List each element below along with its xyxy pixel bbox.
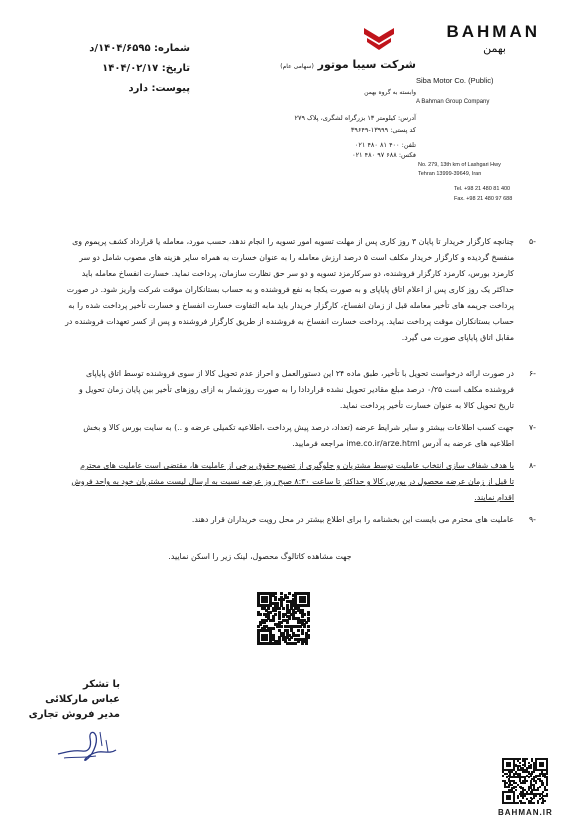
qr-module	[301, 642, 304, 645]
qr-module	[297, 634, 300, 637]
qr-module	[280, 592, 283, 595]
signatory-title: مدیر فروش تجاری	[28, 709, 120, 720]
qr-module	[524, 802, 526, 804]
company-name-fa: شرکت سیبا موتور (سهامی عام)	[280, 58, 416, 71]
qr-module	[303, 625, 306, 628]
clause-line: تاریخ تحویل کالا به عنوان خسارت تأخیر پرداخت نماید.	[339, 401, 514, 410]
qr-module	[509, 765, 511, 767]
clause-line: مقابل اتاق پایاپای صورت می گیرد.	[401, 333, 514, 342]
qr-module	[294, 642, 297, 645]
qr-module	[519, 762, 521, 764]
qr-module	[307, 604, 310, 607]
qr-module	[288, 638, 291, 641]
company-name-en: Siba Motor Co. (Public)	[416, 76, 494, 85]
qr-module	[537, 789, 539, 791]
qr-module	[257, 625, 260, 628]
clause-line: عاملیت های محترم می بایست این بخشنامه را برای اطلاع بیشتر در محل رویت خریداران قرار دهند.	[191, 515, 514, 524]
clause-line: کارمزد بورس، کارمزد کارگزار فروشنده، دو سرکارمزد تسویه و دو سر حق نظارت سازمان، پرداخت نماید. خسارت انفساخ معامله باید	[81, 269, 514, 278]
qr-module	[515, 789, 517, 791]
letter-attachment: پیوست: دارد	[128, 83, 190, 94]
qr-module	[274, 609, 277, 612]
affiliate-fa: وابسته به گروه بهمن	[364, 89, 416, 96]
affiliate-en: A Bahman Group Company	[416, 99, 490, 105]
qr-module	[265, 638, 268, 641]
qr-module	[517, 802, 519, 804]
qr-module	[537, 802, 539, 804]
qr-module	[524, 795, 526, 797]
qr-module	[535, 795, 537, 797]
website-label[interactable]: BAHMAN.IR	[498, 808, 553, 817]
qr-module	[533, 797, 535, 799]
qr-module	[286, 621, 289, 624]
clause-number: -۹	[528, 515, 536, 524]
qr-module	[301, 632, 304, 635]
qr-module	[539, 786, 541, 788]
qr-module	[280, 625, 283, 628]
qr-module	[278, 607, 281, 610]
qr-module	[307, 613, 310, 616]
qr-module	[539, 775, 541, 777]
clause-line: جهت کسب اطلاعات بیشتر و سایر شرایط عرضه (تعداد، درصد پیش پرداخت ،اطلاعیه تکمیلی عرضه و ..) به سایت بورس کالا و بخش	[83, 423, 514, 432]
address-en: No. 279, 13th km of Lashgari Hwy	[418, 162, 501, 168]
signatory-name: عباس مارکلائی	[45, 694, 120, 705]
qr-module	[546, 789, 548, 791]
qr-module	[539, 798, 541, 800]
qr-module	[272, 619, 275, 622]
brand-wordmark-fa: بهمن	[483, 42, 506, 55]
clause-line: پرداخت جریمه های تأخیر معامله قبل از زمان انفساخ، کارگزار خریدار باید مابه التفاوت خسارت انفساخ و خسارت تأخیر پرداخت شده را به	[68, 301, 514, 310]
clause-line-with-link[interactable]: اطلاعیه های عرضه به آدرس ime.co.ir/arze.html مراجعه فرمایید.	[292, 439, 514, 448]
qr-module	[265, 600, 268, 603]
letter-number: شماره: ۱۴۰۴/۶۵۹۵/د	[89, 43, 190, 54]
clause-number: -۷	[528, 423, 536, 432]
brand-wordmark: BAHMAN	[446, 22, 540, 41]
phone-fa: تلفن: ۴۰۰ ۸۱ ۴۸۰ ۰۲۱	[354, 141, 416, 149]
qr-module	[515, 786, 517, 788]
clause-number: -۶	[528, 369, 536, 378]
qr-module	[259, 613, 262, 616]
qr-module	[530, 767, 532, 769]
qr-module	[546, 784, 548, 786]
qr-module	[297, 629, 300, 632]
qr-module	[535, 782, 537, 784]
qr-module	[533, 771, 535, 773]
qr-module	[502, 775, 504, 777]
clause-line: حداکثر یک روز کاری پس از اعلام اتاق پایاپای و به صورت یکجا به نفع فروشنده و به حساب بستانکاران موقت شرکت واریز شود. در صورت	[66, 285, 514, 294]
clause-line: در صورت ارائه درخواست تحویل با تأخیر، طبق ماده ۲۴ این دستورالعمل و احراز عدم تحویل کالا از سوی فروشنده توسط اتاق پایاپای	[86, 369, 514, 378]
clause-6	[50, 366, 536, 414]
handwritten-signature	[52, 724, 122, 766]
qr-module	[305, 642, 308, 645]
qr-module	[278, 642, 281, 645]
qr-module	[526, 758, 528, 760]
clause-8	[50, 458, 536, 506]
qr-module	[546, 773, 548, 775]
qr-module	[307, 625, 310, 628]
address-fa: آدرس: کیلومتر ۱۳ بزرگراه لشگری، پلاک ۲۷۹	[294, 114, 416, 122]
qr-module	[282, 607, 285, 610]
clause-line: چنانچه کارگزار خریدار تا پایان ۳ روز کاری پس از مهلت تسویه امور تسویه را انجام ندهد، حسب مورد، معامله یا قرارداد کشف پریموم وی	[72, 237, 514, 246]
clause-line: منفسخ گردیده و کارگزار خریدار مکلف است ۵ درصد ارزش معامله را به عنوان خسارت به همراه سایر هزینه های مصوب شامل دو سر	[79, 253, 514, 262]
qr-module	[509, 798, 511, 800]
qr-module	[524, 782, 526, 784]
qr-module	[530, 775, 532, 777]
qr-module	[517, 797, 519, 799]
clause-number: -۵	[528, 237, 536, 246]
clause-line: فروشنده مکلف است ۰/۲۵ درصد مبلغ مقادیر تحویل نشده قراردادا را به صورت روزشمار به ازای روزهای تأخیر بین پایان زمان تحویل و	[79, 385, 514, 394]
website-qr-code[interactable]	[502, 758, 548, 804]
qr-module	[522, 797, 524, 799]
qr-module	[542, 791, 544, 793]
clause-line: اقدام نمایند.	[474, 493, 514, 502]
clause-line: تا قبل از زمان عرضه محصول در بورس کالا و حداکثر تا ساعت ۸:۳۰ صبح روز عرضه نسبت به ارسال لیست مشتریان خود به واحد فروش	[71, 477, 514, 486]
qr-module	[299, 625, 302, 628]
catalog-qr-code[interactable]	[257, 592, 309, 644]
qr-module	[286, 596, 289, 599]
qr-module	[508, 786, 510, 788]
qr-module	[274, 598, 277, 601]
bahman-logo	[362, 24, 396, 54]
qr-module	[531, 773, 533, 775]
qr-module	[519, 758, 521, 760]
qr-module	[533, 802, 535, 804]
qr-module	[544, 800, 546, 802]
clause-line: حساب بستانکاران موقت پرداخت نماید. پرداخت خسارت انفساخ به فروشنده از طریق کارگزار فروشنده و پس از کسر تعهدات فروشنده در	[65, 317, 514, 326]
postal-code-fa: کد پستی: ۱۳۹۹۹-۳۹۶۴۹	[350, 126, 416, 134]
clause-7	[50, 420, 536, 452]
closing-thanks: با تشکر	[83, 679, 120, 690]
qr-module	[301, 615, 304, 618]
qr-module	[526, 780, 528, 782]
catalog-note: جهت مشاهده کاتالوگ محصول، لینک زیر را اسکن نمایید.	[168, 552, 352, 561]
qr-module	[288, 592, 291, 595]
letter-date: تاریخ: ۱۴۰۴/۰۲/۱۷	[102, 63, 190, 74]
fax-en: Fax. +98 21 480 97 688	[454, 196, 513, 202]
clause-number: -۸	[528, 461, 536, 470]
clause-9	[50, 512, 536, 528]
qr-module	[531, 798, 533, 800]
qr-module	[303, 600, 306, 603]
fax-fa: فکس: ۶۸۸ ۹۷ ۴۸۰ ۰۲۱	[352, 151, 416, 159]
qr-module	[542, 802, 544, 804]
clause-line: با هدف شفاف سازی انتخاب عاملیت توسط مشتریان و جلوگیری از تضییع حقوق برخی از عاملیت ها، مقتضی است عاملیت های محترم	[80, 461, 514, 470]
tel-en: Tel. +98 21 480 81 400	[454, 186, 511, 192]
qr-module	[546, 795, 548, 797]
city-en: Tehran 13999-39649, Iran	[418, 171, 482, 177]
clause-5	[50, 234, 536, 346]
qr-module	[282, 615, 285, 618]
qr-module	[528, 776, 530, 778]
qr-module	[278, 617, 281, 620]
qr-module	[542, 765, 544, 767]
qr-module	[263, 621, 266, 624]
